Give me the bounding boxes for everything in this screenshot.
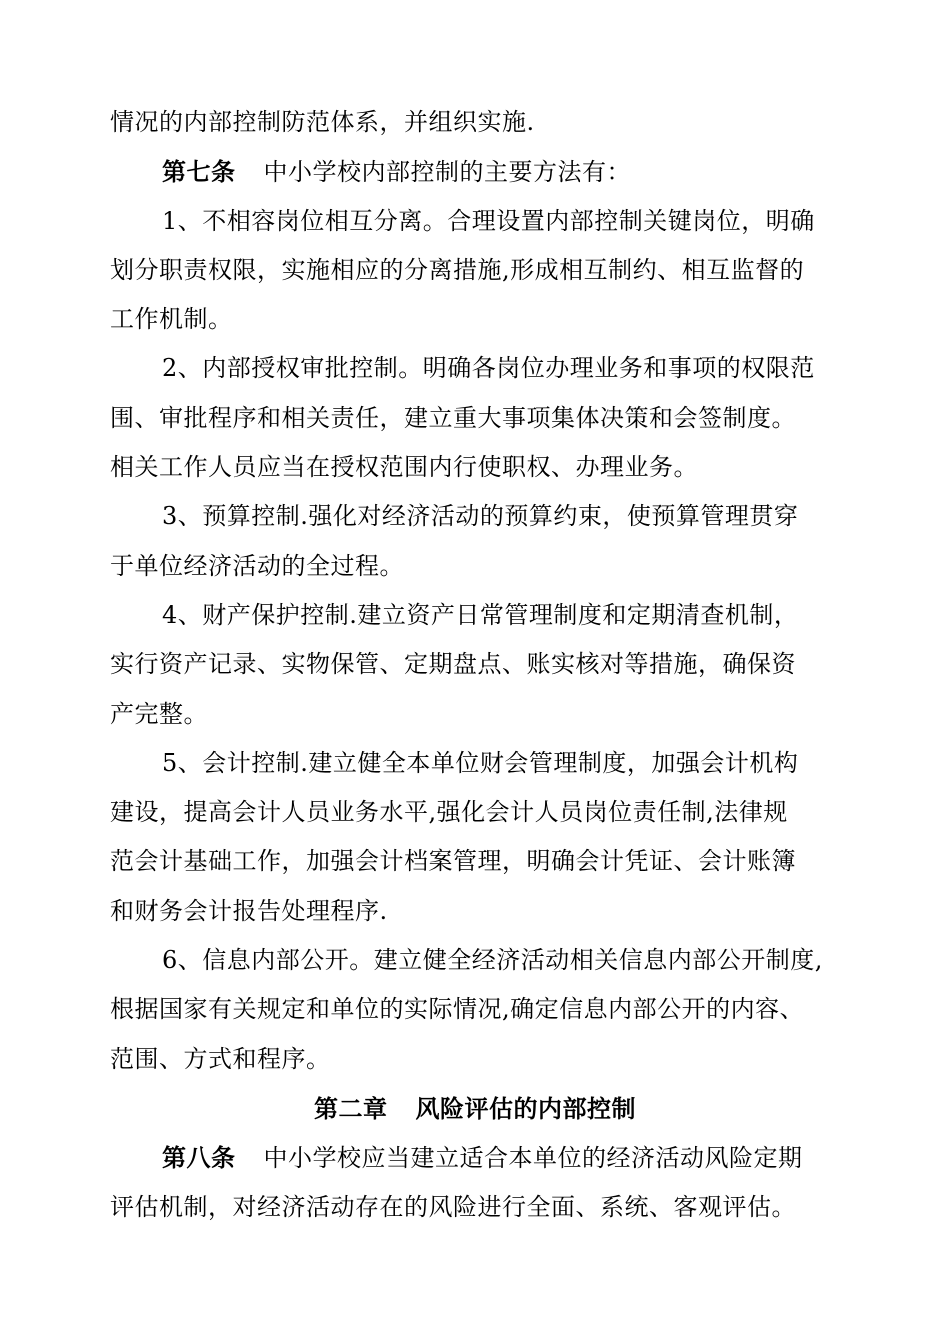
item-6-line-3: 范围、方式和程序。 (110, 1044, 331, 1073)
chapter-2-label: 第二章 (314, 1093, 388, 1123)
article-8-heading (110, 1133, 840, 1182)
article-8-label: 第八条 (162, 1143, 236, 1173)
article-7-heading (110, 147, 840, 196)
item-3-line-2: 于单位经济活动的全过程。 (110, 551, 404, 580)
article-8-line-2: 评估机制，对经济活动存在的风险进行全面、系统、客观评估。 (110, 1192, 796, 1221)
item-5-line-1: 5、会计控制.建立健全本单位财会管理制度，加强会计机构 (162, 748, 799, 777)
item-6-line-2: 根据国家有关规定和单位的实际情况,确定信息内部公开的内容、 (110, 995, 805, 1024)
item-4-line-1: 4、财产保护控制.建立资产日常管理制度和定期清查机制， (162, 600, 799, 629)
document-body (110, 98, 840, 1232)
item-4-line-2: 实行资产记录、实物保管、定期盘点、账实核对等措施，确保资 (110, 650, 796, 679)
item-1-line-3: 工作机制。 (110, 305, 233, 334)
article-7-text: 中小学校内部控制的主要方法有： (263, 158, 631, 187)
item-1-line-1: 1、不相容岗位相互分离。合理设置内部控制关键岗位，明确 (162, 206, 815, 235)
item-2-line-2: 围、审批程序和相关责任，建立重大事项集体决策和会签制度。 (110, 403, 796, 432)
item-4-line-3: 产完整。 (110, 699, 208, 728)
item-5-line-2: 建设，提高会计人员业务水平,强化会计人员岗位责任制,法律规 (110, 798, 788, 827)
item-6-line-1: 6、信息内部公开。建立健全经济活动相关信息内部公开制度, (162, 946, 823, 975)
article-8-text: 中小学校应当建立适合本单位的经济活动风险定期 (263, 1144, 803, 1173)
chapter-2-heading (110, 1084, 840, 1133)
item-2-line-1: 2、内部授权审批控制。明确各岗位办理业务和事项的权限范 (162, 354, 815, 383)
item-5-line-3: 范会计基础工作，加强会计档案管理，明确会计凭证、会计账簿 (110, 847, 796, 876)
item-3-line-1: 3、预算控制.强化对经济活动的预算约束，使预算管理贯穿 (162, 502, 799, 531)
paragraph-line: 情况的内部控制防范体系，并组织实施. (110, 108, 535, 136)
article-7-label: 第七条 (162, 157, 236, 187)
item-2-line-3: 相关工作人员应当在授权范围内行使职权、办理业务。 (110, 453, 698, 482)
item-1-line-2: 划分职责权限，实施相应的分离措施,形成相互制约、相互监督的 (110, 255, 805, 284)
item-5-line-4: 和财务会计报告处理程序. (110, 896, 388, 925)
chapter-2-title: 风险评估的内部控制 (415, 1093, 636, 1123)
